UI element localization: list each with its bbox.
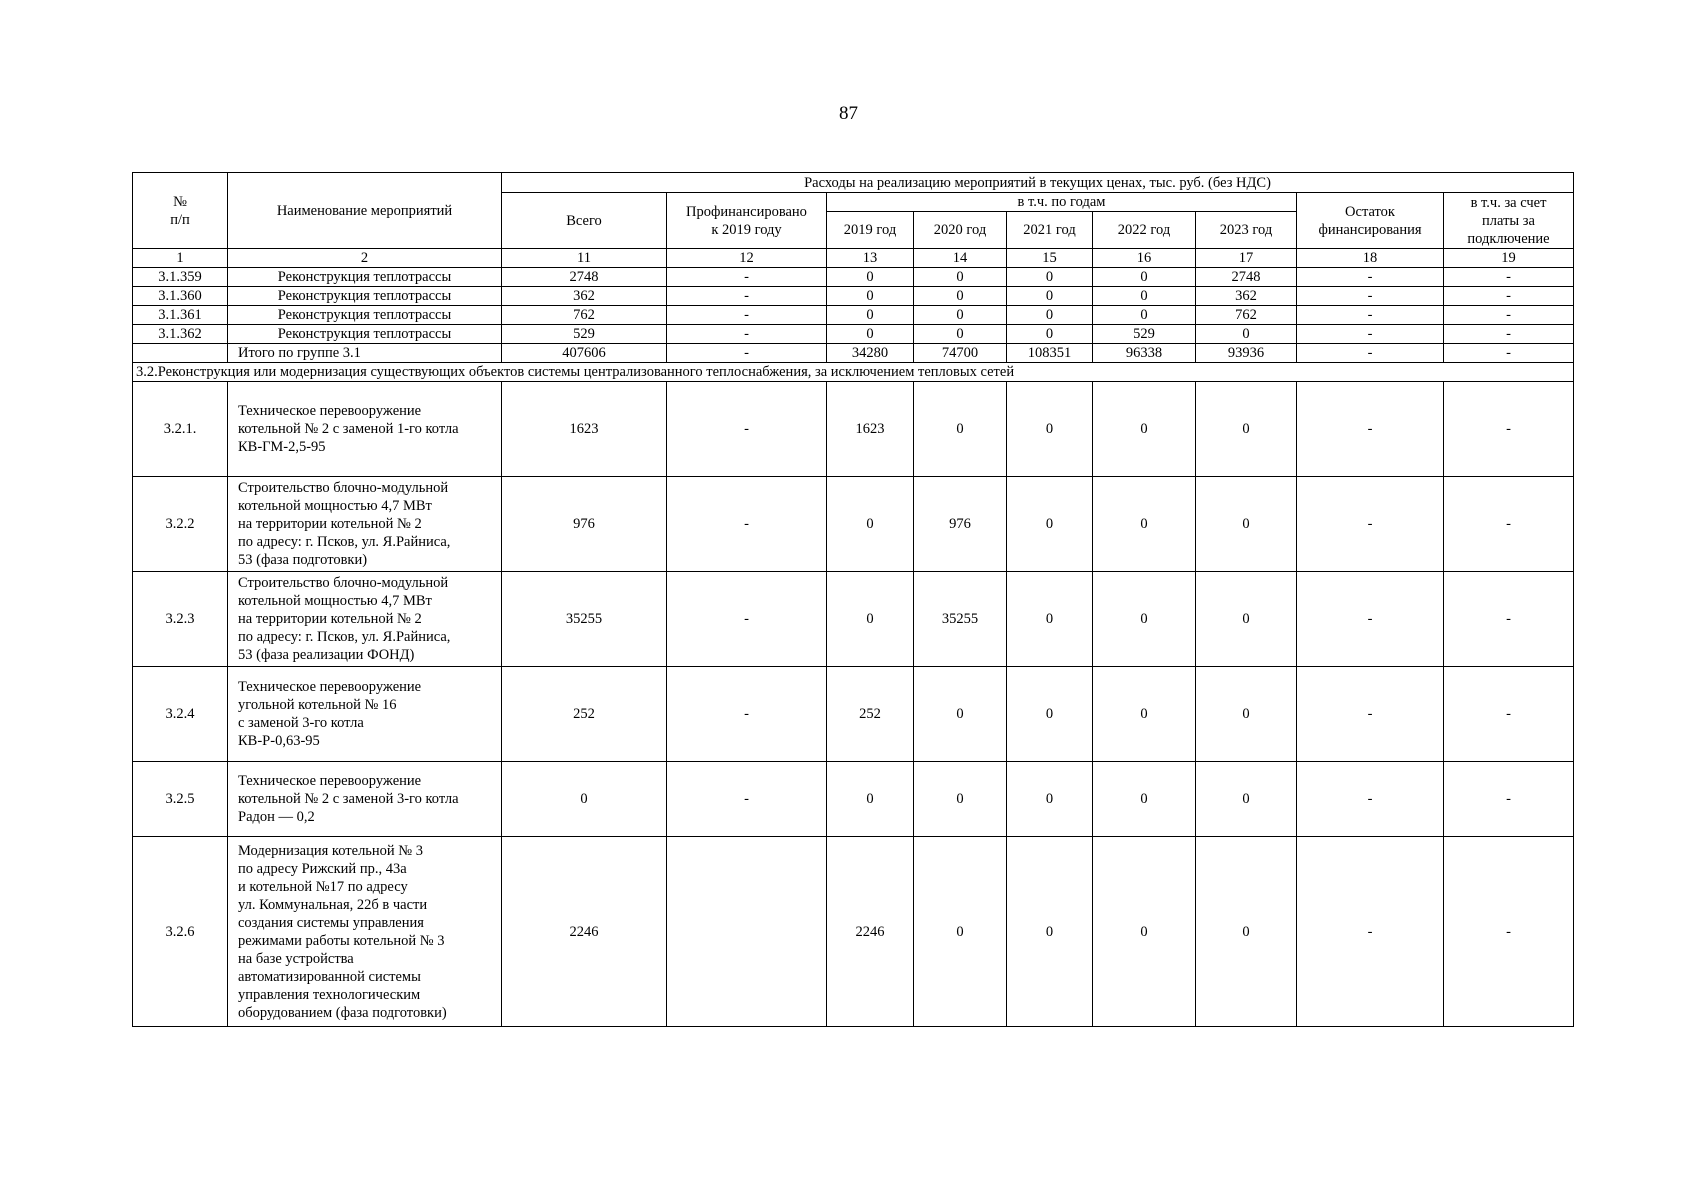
cell-connection: - [1444, 667, 1574, 762]
section-row [133, 363, 1574, 382]
cell-y2020: 0 [914, 287, 1007, 306]
cell-remainder: - [1297, 837, 1444, 1027]
cell-connection: - [1444, 837, 1574, 1027]
cell-name: Техническое перевооружение котельной № 2 с заменой 3-го котла Радон — 0,2 [228, 762, 502, 837]
cell-y2023: 0 [1196, 762, 1297, 837]
cell-y2020: 0 [914, 268, 1007, 287]
cell-y2020: 74700 [914, 344, 1007, 363]
cell-name: Реконструкция теплотрассы [228, 268, 502, 287]
cell-financed: - [667, 762, 827, 837]
cell-connection: - [1444, 762, 1574, 837]
cell-y2020: 0 [914, 325, 1007, 344]
header-by-years: в т.ч. по годам [827, 193, 1297, 212]
cell-y2021: 0 [1007, 477, 1093, 572]
cell-y2019: 34280 [827, 344, 914, 363]
cell-remainder: - [1297, 667, 1444, 762]
cell-num: 3.1.361 [133, 306, 228, 325]
cell-y2021: 0 [1007, 572, 1093, 667]
cell-financed: - [667, 287, 827, 306]
cell-y2019: 1623 [827, 382, 914, 477]
table-row [133, 325, 1574, 344]
cell-y2023: 0 [1196, 325, 1297, 344]
header-2019: 2019 год [827, 212, 914, 249]
cell-name: Модернизация котельной № 3 по адресу Рижский пр., 43а и котельной №17 по адресу ул. Коммунальная, 22б в части создания системы управления режимами работы котельной № 3 на базе устройства автоматизированной системы управления технологическим оборудованием (фаза подготовки) [228, 837, 502, 1027]
cell-total: 976 [502, 477, 667, 572]
cell-y2019: 0 [827, 325, 914, 344]
cell-num: 3.2.6 [133, 837, 228, 1027]
header-2023: 2023 год [1196, 212, 1297, 249]
cell-y2022: 0 [1093, 667, 1196, 762]
cell-total: 529 [502, 325, 667, 344]
cell-y2023: 0 [1196, 572, 1297, 667]
cell-num: 3.1.359 [133, 268, 228, 287]
header-num: № п/п [133, 173, 228, 249]
cell-remainder: - [1297, 477, 1444, 572]
cell-remainder: - [1297, 382, 1444, 477]
header-total: Всего [502, 193, 667, 249]
cell-total: 35255 [502, 572, 667, 667]
header-name: Наименование мероприятий [228, 173, 502, 249]
cell-y2022: 529 [1093, 325, 1196, 344]
cell-financed: - [667, 325, 827, 344]
cell-financed: - [667, 382, 827, 477]
table-row [133, 667, 1574, 762]
cell-connection: - [1444, 306, 1574, 325]
cell-y2022: 0 [1093, 837, 1196, 1027]
cell-num: 3.2.2 [133, 477, 228, 572]
cell-num: 3.2.1. [133, 382, 228, 477]
header-row-1 [133, 173, 1574, 193]
header-connection: в т.ч. за счет платы за подключение [1444, 193, 1574, 249]
cell-y2019: 0 [827, 268, 914, 287]
col-number: 13 [827, 249, 914, 268]
header-financed: Профинансировано к 2019 году [667, 193, 827, 249]
cell-num: 3.2.4 [133, 667, 228, 762]
col-number: 12 [667, 249, 827, 268]
col-number: 2 [228, 249, 502, 268]
cell-name: Итого по группе 3.1 [228, 344, 502, 363]
cell-num [133, 344, 228, 363]
cell-y2022: 0 [1093, 762, 1196, 837]
cell-y2023: 362 [1196, 287, 1297, 306]
cell-y2021: 0 [1007, 306, 1093, 325]
cell-name: Строительство блочно-модульной котельной мощностью 4,7 МВт на территории котельной № 2 по адресу: г. Псков, ул. Я.Райниса, 53 (фаза реализации ФОНД) [228, 572, 502, 667]
col-number: 16 [1093, 249, 1196, 268]
cell-financed: - [667, 667, 827, 762]
cell-connection: - [1444, 477, 1574, 572]
cell-name: Реконструкция теплотрассы [228, 325, 502, 344]
col-number: 17 [1196, 249, 1297, 268]
cell-num: 3.1.362 [133, 325, 228, 344]
cell-remainder: - [1297, 306, 1444, 325]
cell-num: 3.2.3 [133, 572, 228, 667]
cell-name: Техническое перевооружение угольной котельной № 16 с заменой 3-го котла КВ-Р-0,63-95 [228, 667, 502, 762]
cell-y2019: 0 [827, 287, 914, 306]
col-number: 15 [1007, 249, 1093, 268]
cell-remainder: - [1297, 572, 1444, 667]
table-row [133, 837, 1574, 1027]
cell-name: Реконструкция теплотрассы [228, 287, 502, 306]
cell-y2023: 762 [1196, 306, 1297, 325]
cell-financed [667, 837, 827, 1027]
header-2022: 2022 год [1093, 212, 1196, 249]
cell-total: 1623 [502, 382, 667, 477]
cell-total: 2748 [502, 268, 667, 287]
cell-y2019: 0 [827, 762, 914, 837]
cell-y2022: 96338 [1093, 344, 1196, 363]
cell-y2020: 0 [914, 667, 1007, 762]
cell-y2022: 0 [1093, 572, 1196, 667]
cell-num: 3.2.5 [133, 762, 228, 837]
col-number: 1 [133, 249, 228, 268]
cell-y2021: 0 [1007, 287, 1093, 306]
cell-total: 407606 [502, 344, 667, 363]
cell-y2023: 0 [1196, 667, 1297, 762]
cell-total: 2246 [502, 837, 667, 1027]
cell-y2020: 0 [914, 762, 1007, 837]
cell-y2023: 93936 [1196, 344, 1297, 363]
table-row [133, 268, 1574, 287]
cell-y2021: 0 [1007, 268, 1093, 287]
page-number: 87 [839, 103, 858, 124]
header-2020: 2020 год [914, 212, 1007, 249]
cell-y2020: 0 [914, 382, 1007, 477]
cell-y2022: 0 [1093, 306, 1196, 325]
cell-y2022: 0 [1093, 268, 1196, 287]
col-number: 14 [914, 249, 1007, 268]
cell-total: 252 [502, 667, 667, 762]
cell-y2023: 0 [1196, 837, 1297, 1027]
cell-y2023: 0 [1196, 477, 1297, 572]
cell-remainder: - [1297, 344, 1444, 363]
cell-name: Техническое перевооружение котельной № 2 с заменой 1-го котла КВ-ГМ-2,5-95 [228, 382, 502, 477]
cell-y2021: 0 [1007, 382, 1093, 477]
col-number: 18 [1297, 249, 1444, 268]
header-remainder: Остаток финансирования [1297, 193, 1444, 249]
cell-y2019: 0 [827, 306, 914, 325]
cell-y2020: 976 [914, 477, 1007, 572]
total-row [133, 344, 1574, 363]
cell-connection: - [1444, 325, 1574, 344]
header-expenses: Расходы на реализацию мероприятий в текущих ценах, тыс. руб. (без НДС) [502, 173, 1574, 193]
section-title: 3.2.Реконструкция или модернизация существующих объектов системы централизованного теплоснабжения, за исключением тепловых сетей [133, 363, 1574, 382]
col-number: 11 [502, 249, 667, 268]
cell-y2020: 0 [914, 306, 1007, 325]
cell-financed: - [667, 306, 827, 325]
cell-y2021: 108351 [1007, 344, 1093, 363]
cell-financed: - [667, 268, 827, 287]
cell-y2021: 0 [1007, 667, 1093, 762]
cell-y2021: 0 [1007, 837, 1093, 1027]
table-row [133, 572, 1574, 667]
col-number: 19 [1444, 249, 1574, 268]
cell-y2020: 0 [914, 837, 1007, 1027]
cell-remainder: - [1297, 325, 1444, 344]
cell-y2022: 0 [1093, 287, 1196, 306]
table-row [133, 287, 1574, 306]
cell-y2019: 252 [827, 667, 914, 762]
cell-financed: - [667, 477, 827, 572]
cell-y2019: 0 [827, 477, 914, 572]
table-row [133, 762, 1574, 837]
table-row [133, 477, 1574, 572]
cell-remainder: - [1297, 287, 1444, 306]
cell-y2020: 35255 [914, 572, 1007, 667]
cell-num: 3.1.360 [133, 287, 228, 306]
cell-y2023: 0 [1196, 382, 1297, 477]
cell-y2023: 2748 [1196, 268, 1297, 287]
cell-remainder: - [1297, 762, 1444, 837]
table-row [133, 306, 1574, 325]
cell-name: Реконструкция теплотрассы [228, 306, 502, 325]
cell-y2022: 0 [1093, 382, 1196, 477]
cell-y2021: 0 [1007, 325, 1093, 344]
cell-connection: - [1444, 268, 1574, 287]
cell-financed: - [667, 572, 827, 667]
cell-total: 762 [502, 306, 667, 325]
cell-connection: - [1444, 382, 1574, 477]
expenses-table [132, 172, 1574, 1027]
cell-connection: - [1444, 344, 1574, 363]
cell-financed: - [667, 344, 827, 363]
cell-connection: - [1444, 287, 1574, 306]
cell-name: Строительство блочно-модульной котельной мощностью 4,7 МВт на территории котельной № 2 по адресу: г. Псков, ул. Я.Райниса, 53 (фаза подготовки) [228, 477, 502, 572]
table-row [133, 382, 1574, 477]
cell-y2022: 0 [1093, 477, 1196, 572]
header-2021: 2021 год [1007, 212, 1093, 249]
cell-y2019: 2246 [827, 837, 914, 1027]
cell-total: 362 [502, 287, 667, 306]
cell-y2019: 0 [827, 572, 914, 667]
cell-total: 0 [502, 762, 667, 837]
cell-y2021: 0 [1007, 762, 1093, 837]
column-numbers-row [133, 249, 1574, 268]
cell-connection: - [1444, 572, 1574, 667]
cell-remainder: - [1297, 268, 1444, 287]
